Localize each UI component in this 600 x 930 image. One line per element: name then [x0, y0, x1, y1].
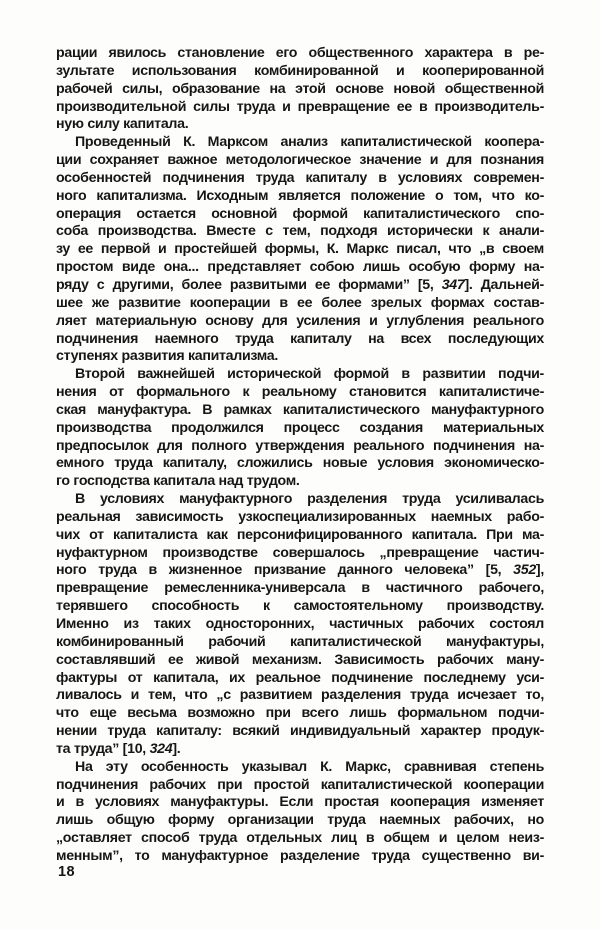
paragraph: [56, 366, 544, 491]
text-line: зу ее первой и простейшей формы, К. Маркс писал, что „в своем: [56, 241, 544, 258]
text-line: В условиях мануфактурного разделения труда усиливалась: [75, 491, 544, 508]
text-line: „оставляет способ труда отдельных лиц в общем и целом неиз-: [56, 830, 544, 847]
text-line: рабочей силы, образование на этой основе новой общественной: [56, 80, 544, 97]
text-block: [56, 45, 544, 866]
text-line: нения от формального к реальному становится капиталистиче-: [56, 384, 544, 401]
text-line: ляет материальную основу для усиления и углубления реального: [56, 312, 544, 329]
text-line: простом виде она... представляет собою лишь особую форму на-: [56, 259, 544, 276]
text-line: нуфактурном производстве совершалось „превращение частич-: [56, 544, 544, 561]
paragraph: [56, 45, 544, 134]
text-line: ции сохраняет важное методологическое значение и для познания: [56, 152, 544, 169]
text-line: и в условиях мануфактуры. Если простая кооперация изменяет: [56, 794, 544, 811]
text-line: что еще весьма возможно при всего лишь формальном подчи-: [56, 705, 544, 722]
text-line: особенностей подчинения труда капиталу в условиях современ-: [56, 169, 544, 186]
text-line: терявшего способность к самостоятельному производству.: [56, 598, 544, 615]
text-line: предпосылок для полного утверждения реального подчинения на-: [56, 437, 544, 454]
text-line: превращение ремесленника-универсала в частичного рабочего,: [56, 580, 544, 597]
text-line: производства продолжился процесс создания материальных: [56, 419, 544, 436]
text-line: емного труда капиталу, сложились новые условия экономическо-: [56, 455, 544, 472]
text-line: та труда” [10, 324].: [56, 740, 181, 757]
text-line: На эту особенность указывал К. Маркс, сравнивая степень: [75, 758, 544, 775]
text-line: рации явилось становление его общественного характера в ре-: [56, 45, 544, 61]
text-line: шее же развитие кооперации в ее более зрелых формах состав-: [56, 294, 544, 311]
text-line: фактуры от капитала, их реальное подчинение последнему уси-: [56, 669, 544, 686]
text-line: Именно из таких односторонних, частичных рабочих состоял: [56, 616, 544, 632]
text-line: ступенях развития капитализма.: [56, 348, 279, 365]
text-line: производительной силы труда и превращение ее в производитель-: [56, 98, 544, 115]
paragraph: [56, 491, 544, 759]
text-line: ряду с другими, более развитыми ее формами” [5, 347]. Дальней-: [56, 276, 544, 293]
text-line: Второй важнейшей исторической формой в развитии подчи-: [75, 366, 544, 383]
text-line: Проведенный К. Марксом анализ капиталистической коопера-: [75, 134, 544, 151]
text-line: составлявший ее живой механизм. Зависимость рабочих ману-: [56, 651, 544, 668]
text-line: комбинированный рабочий капиталистической мануфактуры,: [56, 633, 544, 650]
text-line: зультате использования комбинированной и кооперированной: [56, 62, 544, 79]
text-line: операция остается основной формой капиталистического спо-: [56, 205, 544, 222]
text-line: ская мануфактура. В рамках капиталистического мануфактурного: [56, 401, 544, 418]
text-line: лишь общую форму организации труда наемных рабочих, но: [56, 812, 544, 829]
text-line: соба производства. Вместе с тем, подходя исторически к анали-: [56, 223, 544, 240]
paragraph: [56, 759, 544, 866]
text-line: нении труда капиталу: всякий индивидуальный характер продук-: [56, 723, 544, 740]
text-line: подчинения наемного труда капиталу на всех последующих: [56, 330, 544, 347]
text-line: ного капитализма. Исходным является положение о том, что ко-: [56, 187, 544, 204]
text-line: подчинения рабочих при простой капиталистической кооперации: [56, 776, 544, 793]
text-line: менным”, то мануфактурное разделение труда существенно ви-: [56, 847, 544, 864]
text-line: реальная зависимость узкоспециализированных наемных рабо-: [56, 508, 544, 525]
text-line: го господства капитала над трудом.: [56, 473, 300, 490]
text-line: ливалось и тем, что „с развитием разделения труда исчезает то,: [56, 687, 544, 704]
text-line: чих от капиталиста как персонифицированного капитала. При ма-: [56, 526, 544, 543]
text-line: ную силу капитала.: [56, 116, 189, 133]
page-number: 18: [58, 864, 75, 880]
paragraph: [56, 134, 544, 366]
text-line: ного труда в жизненное призвание данного человека” [5, 352],: [56, 562, 544, 579]
